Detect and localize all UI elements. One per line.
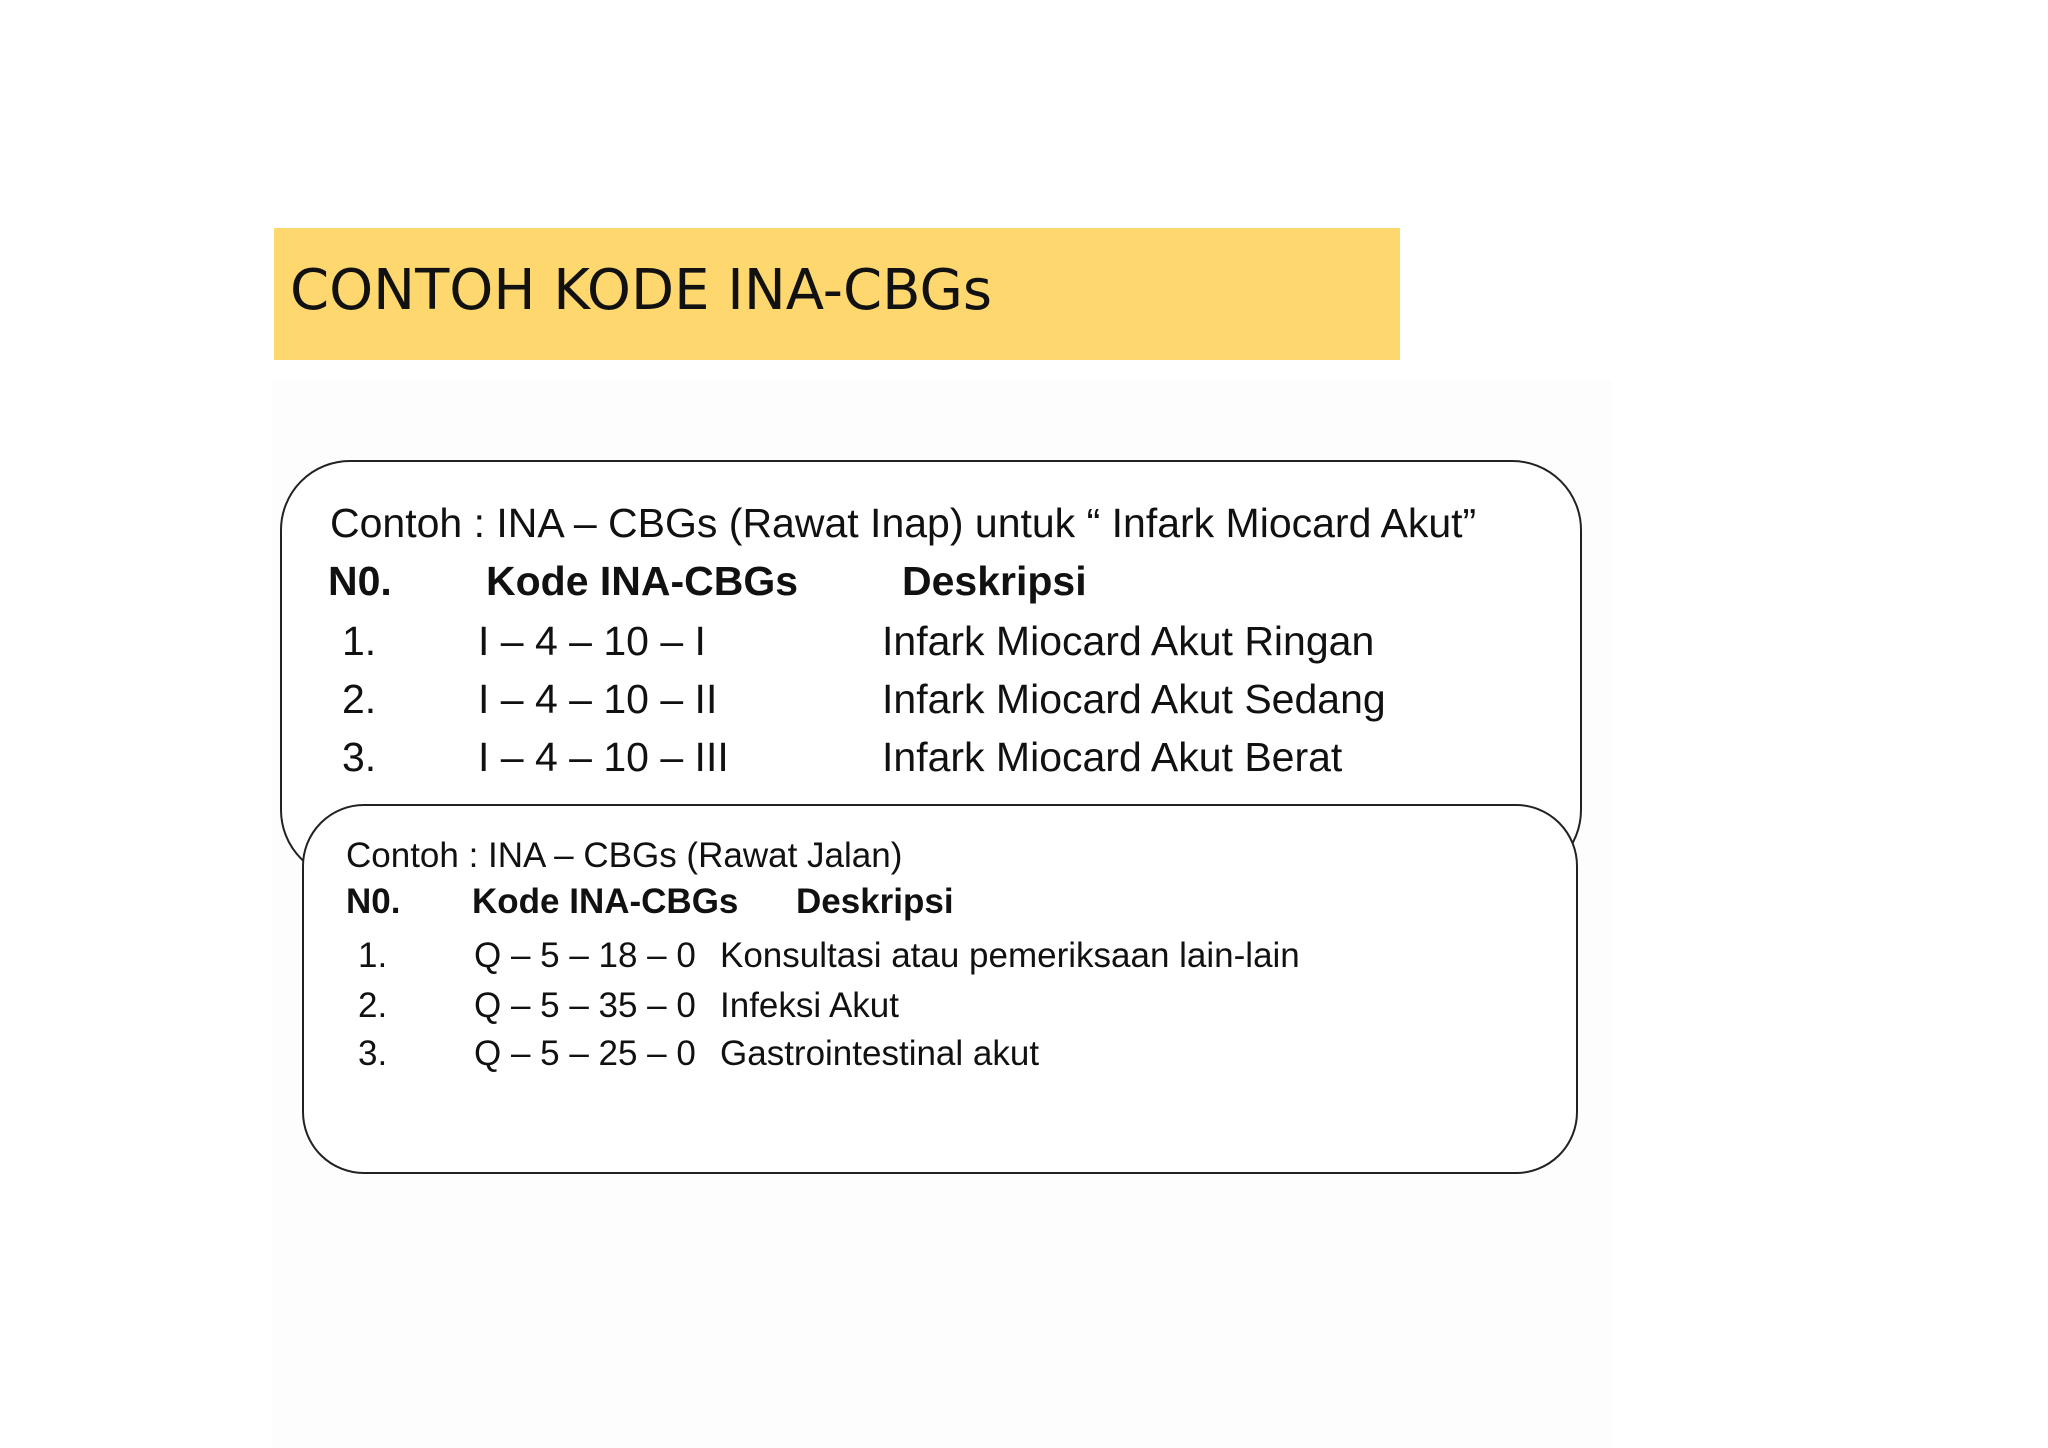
- rawat-jalan-header-kode: Kode INA-CBGs: [472, 882, 739, 921]
- rawat-jalan-row-1-no: 1.: [358, 936, 388, 975]
- rawat-jalan-row-2-deskripsi: Infeksi Akut: [720, 986, 899, 1025]
- rawat-jalan-row-1-kode: Q – 5 – 18 – 0: [474, 936, 696, 975]
- rawat-jalan-row-2-kode: Q – 5 – 35 – 0: [474, 986, 696, 1025]
- rawat-jalan-row-3-kode: Q – 5 – 25 – 0: [474, 1034, 696, 1073]
- rawat-inap-row-2-no: 2.: [342, 676, 377, 722]
- rawat-inap-row-2-kode: I – 4 – 10 – II: [478, 676, 718, 722]
- rawat-inap-row-3-kode: I – 4 – 10 – III: [478, 734, 729, 780]
- rawat-inap-row-3-no: 3.: [342, 734, 377, 780]
- title-banner: [274, 228, 1400, 360]
- rawat-jalan-header-no: N0.: [346, 882, 401, 921]
- rawat-inap-row-2-deskripsi: Infark Miocard Akut Sedang: [882, 676, 1386, 722]
- rawat-inap-heading: Contoh : INA – CBGs (Rawat Inap) untuk “ Infark Miocard Akut”: [330, 500, 1477, 546]
- rawat-inap-row-3-deskripsi: Infark Miocard Akut Berat: [882, 734, 1343, 780]
- rawat-inap-row-1-kode: I – 4 – 10 – I: [478, 618, 706, 664]
- rawat-inap-row-1-no: 1.: [342, 618, 377, 664]
- rawat-jalan-row-1-deskripsi: Konsultasi atau pemeriksaan lain-lain: [720, 936, 1300, 975]
- rawat-jalan-heading: Contoh : INA – CBGs (Rawat Jalan): [346, 836, 903, 875]
- rawat-jalan-header-deskripsi: Deskripsi: [796, 882, 954, 921]
- rawat-jalan-row-3-deskripsi: Gastrointestinal akut: [720, 1034, 1040, 1073]
- rawat-inap-header-deskripsi: Deskripsi: [902, 558, 1087, 604]
- rawat-jalan-box: [302, 804, 1578, 1174]
- page-title: CONTOH KODE INA-CBGs: [290, 258, 993, 323]
- rawat-jalan-row-2-no: 2.: [358, 986, 388, 1025]
- rawat-inap-header-no: N0.: [328, 558, 392, 604]
- rawat-jalan-row-3-no: 3.: [358, 1034, 388, 1073]
- rawat-inap-row-1-deskripsi: Infark Miocard Akut Ringan: [882, 618, 1375, 664]
- rawat-inap-header-kode: Kode INA-CBGs: [486, 558, 799, 604]
